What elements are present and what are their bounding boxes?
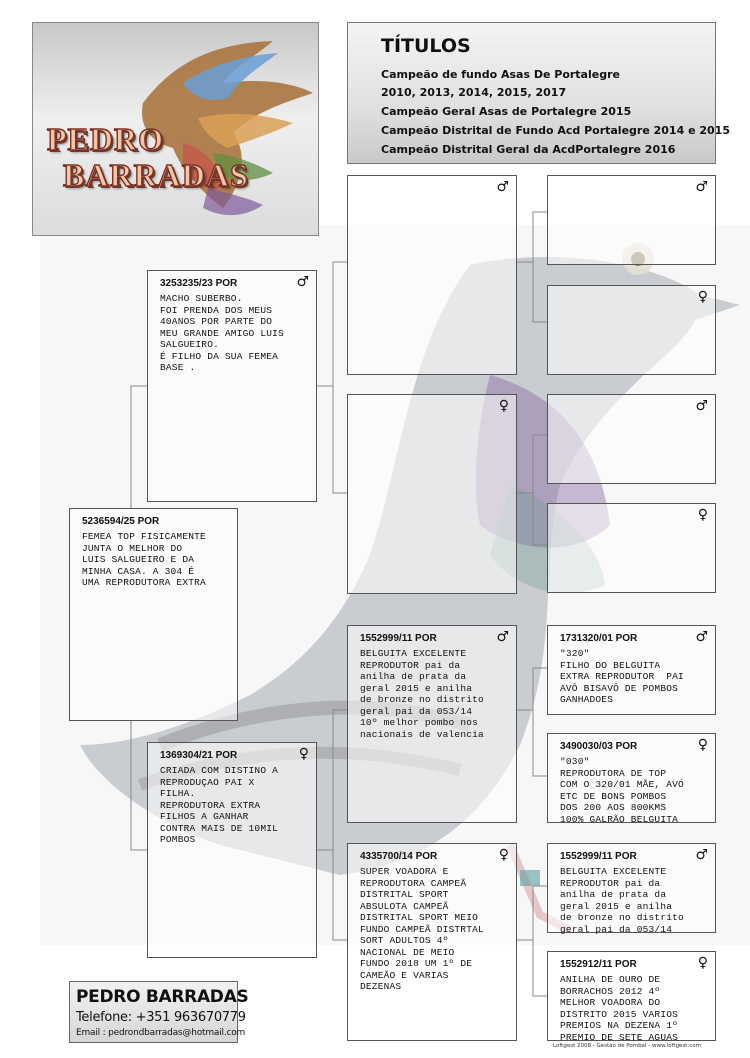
female-symbol-icon: ♀: [298, 746, 309, 762]
contact-phone: Telefone: +351 963670779: [76, 1010, 246, 1025]
female-symbol-icon: ♀: [498, 398, 509, 414]
ring-number: 4335700/14 POR: [360, 851, 438, 862]
titles-panel: [347, 22, 730, 164]
ring-number: 1552912/11 POR: [560, 959, 637, 970]
titles-heading: TÍTULOS: [381, 35, 471, 57]
bird-description: BELGUITA EXCELENTE REPRODUTOR pai da anilha de prata da geral 2015 e anilha de bronze no distrito geral pai da 053/14: [560, 866, 684, 935]
contact-email: Email : pedrondbarradas@hotmail.com: [76, 1028, 246, 1038]
ring-number: 1731320/01 POR: [560, 633, 638, 644]
male-symbol-icon: ♂: [695, 179, 708, 195]
ring-number: 3253235/23 POR: [160, 278, 238, 289]
female-symbol-icon: ♀: [697, 507, 708, 523]
great-grandparent-card: [547, 285, 716, 375]
ring-number: 5236594/25 POR: [82, 516, 160, 527]
bird-description: "030" REPRODUTORA DE TOP COM O 320/01 MÃE, AVÓ ETC DE BONS POMBOS DOS 200 AOS 800KMS 100% GALRÃO BELGUITA: [560, 756, 684, 825]
ring-number: 3490030/03 POR: [560, 741, 638, 752]
dam-card: [147, 742, 317, 958]
title-line: 2010, 2013, 2014, 2015, 2017: [381, 86, 567, 99]
footer-credit: Loftgest 2008 - Gestão de Pombal - www.loftgest.com: [553, 1043, 701, 1049]
bird-description: FEMEA TOP FISICAMENTE JUNTA O MELHOR DO LUIS SALGUEIRO E DA MINHA CASA. A 304 É UMA REPRODUTORA EXTRA: [82, 531, 206, 588]
male-symbol-icon: ♂: [695, 398, 708, 414]
title-line: Campeão Geral Asas de Portalegre 2015: [381, 105, 632, 118]
great-grandparent-card: [547, 843, 716, 933]
female-symbol-icon: ♀: [697, 737, 708, 753]
contact-name: PEDRO BARRADAS: [76, 987, 249, 1007]
bird-description: "320" FILHO DO BELGUITA EXTRA REPRODUTOR PAI AVÔ BISAVÔ DE POMBOS GANHADOES: [560, 648, 684, 705]
logo-text-line1: PEDRO: [47, 121, 164, 157]
ring-number: 1552999/11 POR: [360, 633, 437, 644]
female-symbol-icon: ♀: [697, 289, 708, 305]
male-symbol-icon: ♂: [296, 274, 309, 290]
bird-description: MACHO SUBERBO. FOI PRENDA DOS MEUS 40ANOS POR PARTE DO MEU GRANDE AMIGO LUIS SALGUEIRO. É FILHO DA SUA FEMEA BASE .: [160, 293, 284, 373]
paternal-granddam-card: [347, 394, 517, 594]
male-symbol-icon: ♂: [496, 179, 509, 195]
great-grandparent-card: [547, 951, 716, 1041]
great-grandparent-card: [547, 733, 716, 823]
maternal-grandsire-card: [347, 625, 517, 823]
bird-description: CRIADA COM DISTINO A REPRODUÇAO PAI X FILHA. REPRODUTORA EXTRA FILHOS A GANHAR CONTRA MAIS DE 10MIL POMBOS: [160, 765, 279, 845]
contact-box: [69, 981, 249, 1043]
bird-description: BELGUITA EXCELENTE REPRODUTOR pai da anilha de prata da geral 2015 e anilha de bronze no distrito geral pai da 053/14 10º melhor pombo nos nacionais de valencia: [360, 648, 484, 740]
female-symbol-icon: ♀: [697, 955, 708, 971]
male-symbol-icon: ♂: [496, 629, 509, 645]
ring-number: 1369304/21 POR: [160, 750, 238, 761]
title-line: Campeão Distrital de Fundo Acd Portalegre 2014 e 2015: [381, 124, 730, 137]
breeder-logo: [32, 22, 319, 236]
bird-description: SUPER VOADORA E REPRODUTORA CAMPEÃ DISTRITAL SPORT ABSULOTA CAMPEÃ DISTRITAL SPORT MEIO FUNDO CAMPEÃ DISTRTAL SORT ADULTOS 4º NACIONAL DE MEIO FUNDO 2018 UM 1º DE CAMEÃO E VARIAS DEZENAS: [360, 866, 484, 992]
title-line: Campeão Distrital Geral da AcdPortalegre 2016: [381, 143, 676, 156]
sire-card: [147, 270, 317, 502]
male-symbol-icon: ♂: [695, 629, 708, 645]
great-grandparent-card: [547, 503, 716, 593]
title-line: Campeão de fundo Asas De Portalegre: [381, 68, 620, 81]
maternal-granddam-card: [347, 843, 517, 1041]
bird-description: ANILHA DE OURO DE BORRACHOS 2012 4º MELHOR VOADORA DO DISTRITO 2015 VARIOS PREMIOS NA DEZENA 1º PREMIO DE SETE AGUAS: [560, 974, 679, 1043]
ring-number: 1552999/11 POR: [560, 851, 637, 862]
great-grandparent-card: [547, 394, 716, 484]
logo-text-line2: BARRADAS: [63, 157, 249, 193]
male-symbol-icon: ♂: [695, 847, 708, 863]
great-grandparent-card: [547, 625, 716, 715]
great-grandparent-card: [547, 175, 716, 265]
subject-bird-card: [69, 508, 238, 721]
paternal-grandsire-card: [347, 175, 517, 375]
female-symbol-icon: ♀: [498, 847, 509, 863]
